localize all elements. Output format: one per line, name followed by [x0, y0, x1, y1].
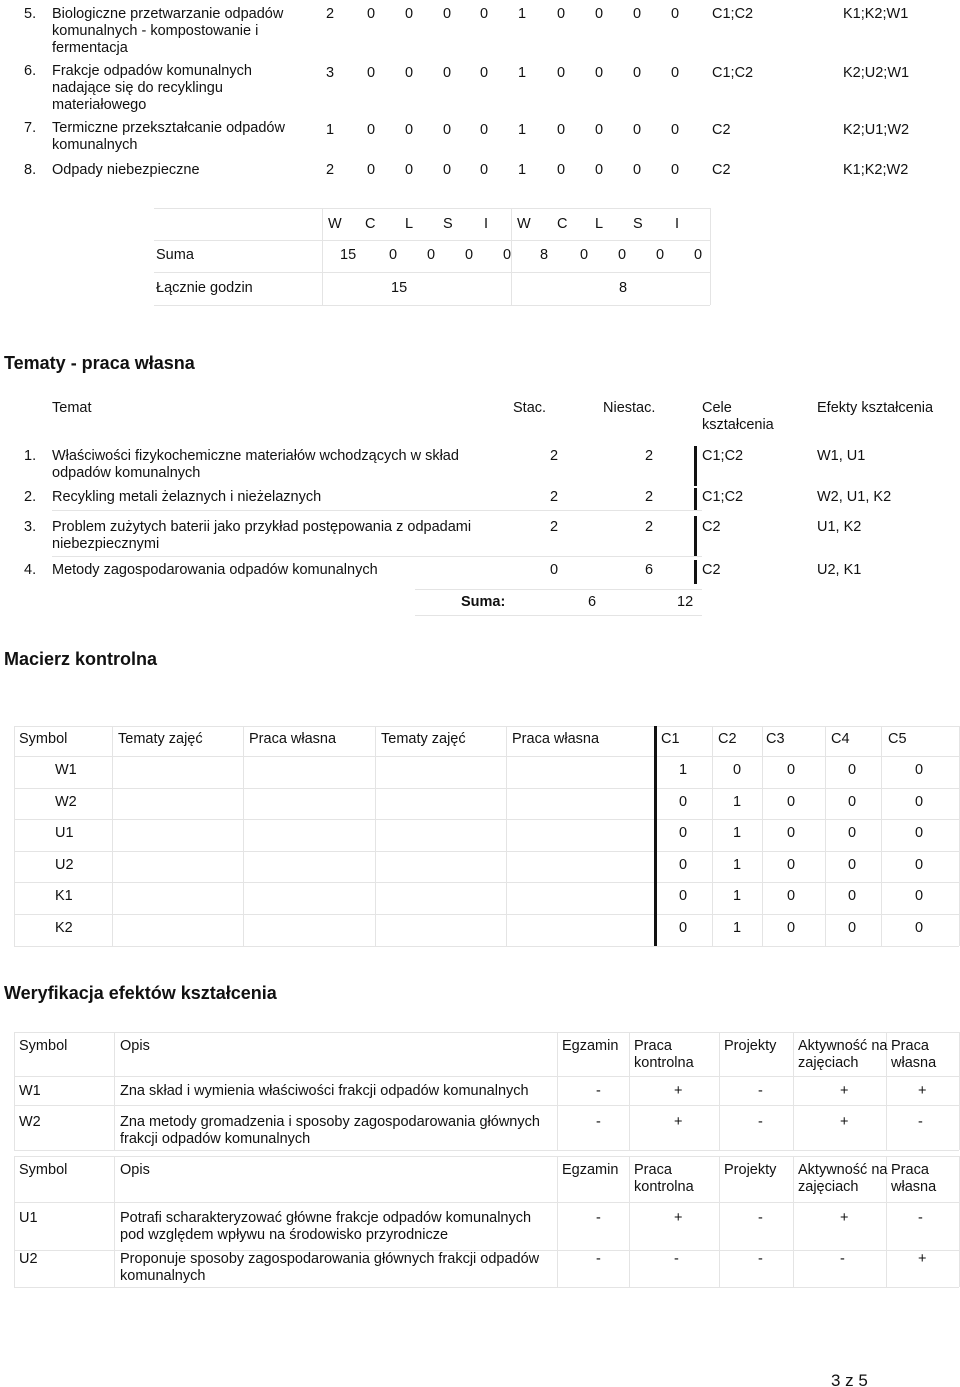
hours-sum-value: 0 — [694, 247, 703, 263]
verification-row-symbol: W2 — [19, 1114, 41, 1130]
matrix-column-header: Symbol — [19, 731, 68, 747]
verification-column-header: Projekty — [724, 1038, 777, 1054]
verification-mark: - — [758, 1114, 763, 1130]
verification-column-header: Egzamin — [562, 1038, 619, 1054]
list-item-goals: C1;C2 — [712, 65, 754, 81]
list-item-number: 6. — [24, 63, 37, 79]
col-stac-header: Stac. — [513, 400, 547, 416]
hours-value: 0 — [557, 162, 566, 178]
matrix-cell-value: 0 — [679, 794, 688, 810]
matrix-cell-value: 1 — [733, 920, 742, 936]
hours-column-header: W — [517, 216, 531, 232]
col-topic-header: Temat — [52, 400, 92, 416]
matrix-column-header: Tematy zajęć — [118, 731, 203, 747]
list-item-goals: C1;C2 — [712, 6, 754, 22]
matrix-cell-value: 0 — [679, 920, 688, 936]
self-work-stac: 2 — [550, 489, 559, 505]
verification-row-symbol: U1 — [19, 1210, 38, 1226]
verification-mark: - — [918, 1114, 923, 1130]
matrix-cell-value: 0 — [915, 762, 924, 778]
hours-value: 2 — [326, 6, 335, 22]
verification-mark: + — [674, 1083, 683, 1099]
hours-value: 0 — [633, 65, 642, 81]
hours-value: 0 — [480, 122, 489, 138]
hours-sum-label: Suma — [156, 247, 194, 263]
list-item-name: Termiczne przekształcanie odpadów komunalnych — [52, 120, 285, 153]
matrix-column-header: Praca własna — [512, 731, 600, 747]
page-number: 3 z 5 — [831, 1371, 868, 1387]
matrix-row-symbol: U1 — [55, 825, 74, 841]
hours-column-header: I — [484, 216, 489, 232]
list-item-number: 7. — [24, 120, 37, 136]
matrix-cell-value: 0 — [787, 794, 796, 810]
matrix-cell-value: 0 — [679, 888, 688, 904]
hours-sum-value: 8 — [540, 247, 549, 263]
verification-column-header: Praca kontrolna — [634, 1038, 694, 1071]
verification-column-header: Aktywność na zajęciach — [798, 1038, 888, 1071]
self-work-goals: C1;C2 — [702, 489, 744, 505]
list-item-number: 8. — [24, 162, 37, 178]
hours-value: 0 — [671, 122, 680, 138]
hours-value: 0 — [443, 162, 452, 178]
matrix-cell-value: 0 — [787, 825, 796, 841]
matrix-cell-value: 0 — [848, 762, 857, 778]
hours-value: 0 — [367, 6, 376, 22]
self-work-row-number: 1. — [24, 448, 37, 464]
matrix-row-symbol: K2 — [55, 920, 73, 936]
hours-sum-value: 0 — [465, 247, 474, 263]
verification-heading: Weryfikacja efektów kształcenia — [4, 983, 277, 1003]
hours-sum-value: 0 — [656, 247, 665, 263]
self-work-effects: U2, K1 — [817, 562, 862, 578]
matrix-row-symbol: W1 — [55, 762, 77, 778]
list-item-name: Biologiczne przetwarzanie odpadów komunalnych - kompostowanie i fermentacja — [52, 6, 284, 56]
verification-column-header: Praca własna — [891, 1038, 937, 1071]
hours-sum-value: 0 — [503, 247, 512, 263]
hours-value: 1 — [518, 162, 527, 178]
col-niestac-header: Niestac. — [603, 400, 656, 416]
verification-mark: + — [840, 1083, 849, 1099]
hours-total-stac: 15 — [391, 280, 408, 296]
self-work-stac: 0 — [550, 562, 559, 578]
hours-column-header: I — [675, 216, 680, 232]
hours-total-niestac: 8 — [619, 280, 628, 296]
matrix-cell-value: 1 — [733, 794, 742, 810]
self-work-row-number: 4. — [24, 562, 37, 578]
matrix-column-header: C1 — [661, 731, 680, 747]
self-work-goals: C2 — [702, 519, 721, 535]
verification-column-header: Projekty — [724, 1162, 777, 1178]
hours-value: 0 — [405, 122, 414, 138]
self-work-niestac: 2 — [645, 489, 654, 505]
matrix-row-symbol: W2 — [55, 794, 77, 810]
matrix-column-header: C2 — [718, 731, 737, 747]
verification-column-header: Symbol — [19, 1162, 68, 1178]
verification-column-header: Aktywność na zajęciach — [798, 1162, 888, 1195]
self-work-topic: Właściwości fizykochemiczne materiałów wchodzących w skład odpadów komunalnych — [52, 448, 459, 481]
matrix-cell-value: 0 — [787, 920, 796, 936]
self-work-topic: Problem zużytych baterii jako przykład postępowania z odpadami niebezpiecznymi — [52, 519, 472, 552]
hours-value: 0 — [443, 122, 452, 138]
self-work-topic: Metody zagospodarowania odpadów komunalnych — [52, 562, 378, 578]
list-item-effects: K1;K2;W2 — [843, 162, 909, 178]
hours-column-header: C — [365, 216, 376, 232]
matrix-cell-value: 0 — [915, 920, 924, 936]
hours-value: 1 — [326, 122, 335, 138]
matrix-cell-value: 0 — [787, 857, 796, 873]
list-item-number: 5. — [24, 6, 37, 22]
matrix-cell-value: 0 — [848, 888, 857, 904]
hours-value: 3 — [326, 65, 335, 81]
hours-value: 0 — [671, 65, 680, 81]
hours-value: 1 — [518, 6, 527, 22]
hours-value: 0 — [595, 162, 604, 178]
self-work-topic: Recykling metali żelaznych i nieżelaznych — [52, 489, 322, 505]
hours-column-header: C — [557, 216, 568, 232]
hours-sum-value: 0 — [580, 247, 589, 263]
matrix-cell-value: 1 — [733, 857, 742, 873]
hours-value: 0 — [443, 6, 452, 22]
verification-mark: - — [840, 1251, 845, 1267]
verification-row-description: Zna skład i wymienia właściwości frakcji odpadów komunalnych — [120, 1083, 529, 1099]
verification-column-header: Symbol — [19, 1038, 68, 1054]
hours-column-header: S — [443, 216, 453, 232]
self-work-effects: W1, U1 — [817, 448, 866, 464]
verification-mark: + — [840, 1114, 849, 1130]
verification-row-description: Zna metody gromadzenia i sposoby zagospodarowania głównych frakcji odpadów komunalnych — [120, 1114, 540, 1147]
self-work-stac: 2 — [550, 519, 559, 535]
hours-value: 0 — [671, 162, 680, 178]
verification-row-symbol: U2 — [19, 1251, 38, 1267]
matrix-cell-value: 0 — [787, 888, 796, 904]
verification-mark: + — [674, 1210, 683, 1226]
hours-value: 0 — [557, 65, 566, 81]
hours-value: 0 — [595, 65, 604, 81]
verification-mark: - — [758, 1083, 763, 1099]
verification-column-header: Egzamin — [562, 1162, 619, 1178]
verification-mark: + — [918, 1251, 927, 1267]
self-work-goals: C1;C2 — [702, 448, 744, 464]
hours-column-header: W — [328, 216, 342, 232]
matrix-heading: Macierz kontrolna — [4, 649, 158, 669]
matrix-cell-value: 0 — [848, 857, 857, 873]
hours-value: 1 — [518, 65, 527, 81]
self-work-stac: 2 — [550, 448, 559, 464]
hours-value: 0 — [367, 65, 376, 81]
matrix-column-header: C5 — [888, 731, 907, 747]
hours-value: 2 — [326, 162, 335, 178]
self-work-niestac: 2 — [645, 519, 654, 535]
self-work-niestac: 6 — [645, 562, 654, 578]
verification-mark: - — [596, 1083, 601, 1099]
hours-value: 0 — [633, 122, 642, 138]
hours-column-header: L — [405, 216, 414, 232]
hours-value: 0 — [367, 122, 376, 138]
list-item-effects: K2;U2;W1 — [843, 65, 910, 81]
self-work-sum-niestac: 12 — [677, 594, 694, 610]
hours-value: 0 — [595, 6, 604, 22]
self-work-effects: U1, K2 — [817, 519, 862, 535]
matrix-cell-value: 0 — [915, 857, 924, 873]
hours-value: 0 — [633, 162, 642, 178]
hours-total-label: Łącznie godzin — [156, 280, 253, 296]
verification-row-symbol: W1 — [19, 1083, 41, 1099]
hours-sum-value: 15 — [340, 247, 357, 263]
matrix-cell-value: 0 — [848, 794, 857, 810]
matrix-cell-value: 1 — [679, 762, 688, 778]
verification-column-header: Praca własna — [891, 1162, 937, 1195]
matrix-row-symbol: U2 — [55, 857, 74, 873]
verification-mark: - — [758, 1210, 763, 1226]
matrix-cell-value: 1 — [733, 888, 742, 904]
self-work-goals: C2 — [702, 562, 721, 578]
verification-row-description: Proponuje sposoby zagospodarowania głównych frakcji odpadów komunalnych — [120, 1251, 540, 1284]
self-work-heading: Tematy - praca własna — [4, 353, 195, 373]
hours-value: 0 — [405, 6, 414, 22]
list-item-effects: K1;K2;W1 — [843, 6, 909, 22]
list-item-name: Odpady niebezpieczne — [52, 162, 200, 178]
list-item-goals: C2 — [712, 122, 731, 138]
verification-column-header: Opis — [120, 1038, 150, 1054]
verification-mark: - — [674, 1251, 679, 1267]
verification-column-header: Opis — [120, 1162, 150, 1178]
matrix-column-header: C3 — [766, 731, 785, 747]
verification-mark: - — [596, 1114, 601, 1130]
hours-column-header: S — [633, 216, 643, 232]
matrix-cell-value: 0 — [848, 920, 857, 936]
hours-column-header: L — [595, 216, 604, 232]
col-goals-header: Cele kształcenia — [702, 400, 774, 433]
hours-value: 0 — [557, 6, 566, 22]
verification-mark: - — [918, 1210, 923, 1226]
matrix-column-header: Tematy zajęć — [381, 731, 466, 747]
list-item-goals: C2 — [712, 162, 731, 178]
hours-sum-value: 0 — [427, 247, 436, 263]
self-work-sum-label: Suma: — [461, 594, 506, 610]
hours-value: 1 — [518, 122, 527, 138]
self-work-niestac: 2 — [645, 448, 654, 464]
hours-value: 0 — [595, 122, 604, 138]
verification-column-header: Praca kontrolna — [634, 1162, 694, 1195]
self-work-row-number: 2. — [24, 489, 37, 505]
self-work-row-number: 3. — [24, 519, 37, 535]
self-work-sum-stac: 6 — [588, 594, 597, 610]
matrix-cell-value: 0 — [915, 825, 924, 841]
matrix-cell-value: 0 — [915, 888, 924, 904]
matrix-column-header: Praca własna — [249, 731, 337, 747]
matrix-cell-value: 0 — [848, 825, 857, 841]
hours-sum-value: 0 — [389, 247, 398, 263]
hours-value: 0 — [480, 65, 489, 81]
col-effects-header: Efekty kształcenia — [817, 400, 934, 416]
verification-mark: - — [596, 1210, 601, 1226]
verification-row-description: Potrafi scharakteryzować główne frakcje odpadów komunalnych pod względem wpływu na środowisko przyrodnicze — [120, 1210, 532, 1243]
matrix-cell-value: 0 — [787, 762, 796, 778]
list-item-name: Frakcje odpadów komunalnych nadające się do recyklingu materiałowego — [52, 63, 252, 113]
hours-value: 0 — [405, 162, 414, 178]
verification-mark: - — [596, 1251, 601, 1267]
hours-value: 0 — [671, 6, 680, 22]
hours-value: 0 — [633, 6, 642, 22]
matrix-cell-value: 0 — [733, 762, 742, 778]
hours-value: 0 — [480, 162, 489, 178]
hours-value: 0 — [367, 162, 376, 178]
list-item-effects: K2;U1;W2 — [843, 122, 910, 138]
matrix-cell-value: 0 — [679, 825, 688, 841]
verification-mark: + — [918, 1083, 927, 1099]
matrix-row-symbol: K1 — [55, 888, 73, 904]
verification-mark: + — [674, 1114, 683, 1130]
hours-value: 0 — [480, 6, 489, 22]
hours-value: 0 — [443, 65, 452, 81]
matrix-column-header: C4 — [831, 731, 850, 747]
hours-value: 0 — [557, 122, 566, 138]
verification-mark: - — [758, 1251, 763, 1267]
verification-mark: + — [840, 1210, 849, 1226]
matrix-cell-value: 0 — [679, 857, 688, 873]
matrix-cell-value: 1 — [733, 825, 742, 841]
self-work-effects: W2, U1, K2 — [817, 489, 892, 505]
hours-value: 0 — [405, 65, 414, 81]
matrix-cell-value: 0 — [915, 794, 924, 810]
hours-sum-value: 0 — [618, 247, 627, 263]
